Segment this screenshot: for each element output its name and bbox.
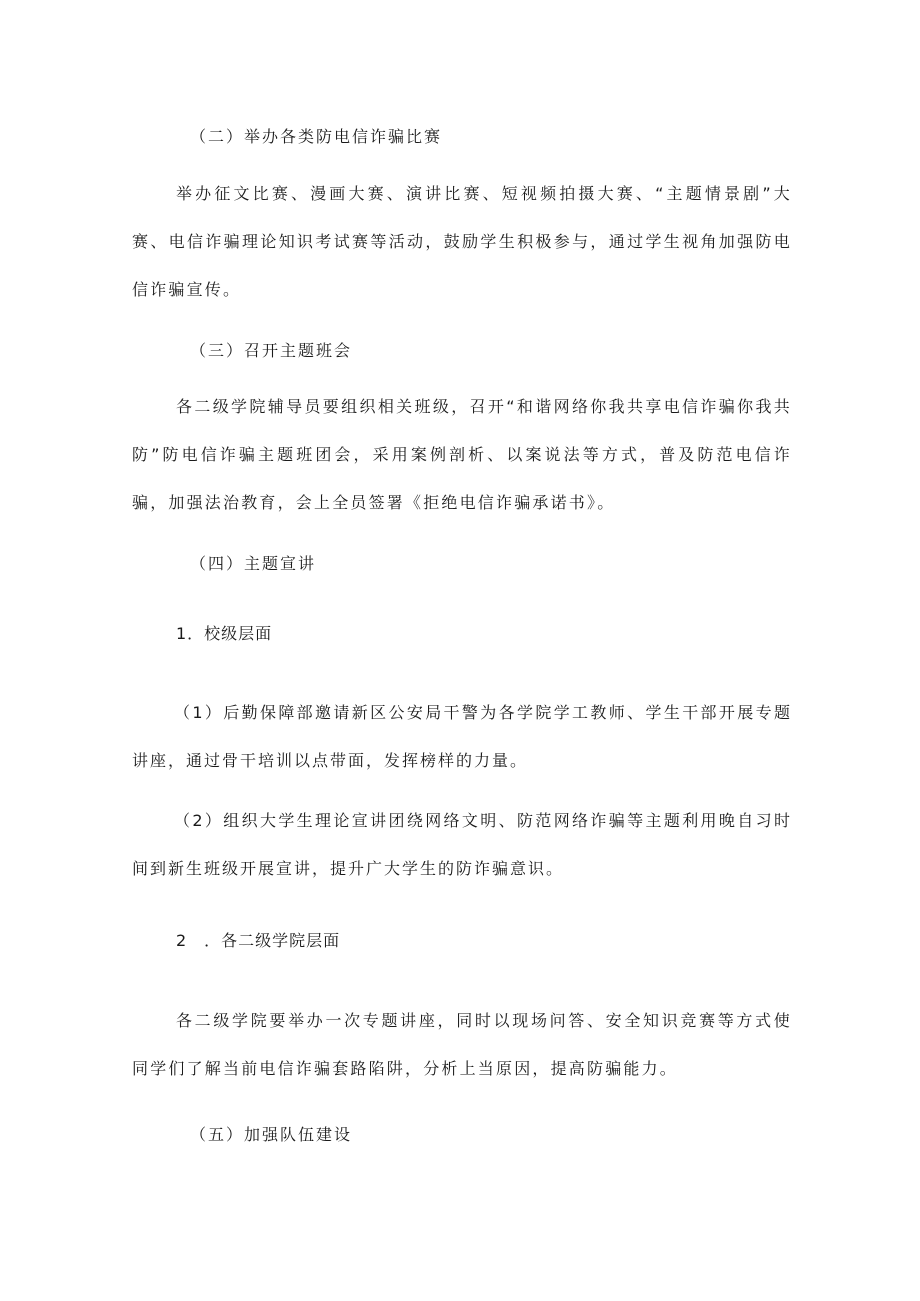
subheading-college-level: 2 ．各二级学院层面 bbox=[176, 931, 341, 950]
section-heading-class-meeting: （三）召开主题班会 bbox=[190, 341, 353, 360]
list-item-school-level-2: （2）组织大学生理论宣讲团绕网络文明、防范网络诈骗等主题利用晚自习时间到新生班级开展宣讲，提升广大学生的防诈骗意识。 bbox=[132, 811, 792, 878]
subheading-school-level: 1．校级层面 bbox=[176, 624, 273, 643]
section-heading-team-building: （五）加强队伍建设 bbox=[190, 1125, 353, 1144]
section-body-class-meeting: 各二级学院辅导员要组织相关班级，召开“和谐网络你我共享电信诈骗你我共防”防电信诈骗主题班团会，采用案例剖析、以案说法等方式，普及防范电信诈骗，加强法治教育，会上全员签署《拒绝电信诈骗承诺书》。 bbox=[132, 397, 792, 512]
section-body-college-level: 各二级学院要举办一次专题讲座，同时以现场问答、安全知识竞赛等方式使同学们了解当前电信诈骗套路陷阱，分析上当原因，提高防骗能力。 bbox=[132, 1011, 792, 1078]
section-heading-competitions: （二）举办各类防电信诈骗比赛 bbox=[190, 127, 443, 146]
list-item-school-level-1: （1）后勤保障部邀请新区公安局干警为各学院学工教师、学生干部开展专题讲座，通过骨干培训以点带面，发挥榜样的力量。 bbox=[132, 703, 792, 770]
section-heading-lectures: （四）主题宣讲 bbox=[190, 554, 317, 573]
section-body-competitions: 举办征文比赛、漫画大赛、演讲比赛、短视频拍摄大赛、“主题情景剧”大赛、电信诈骗理论知识考试赛等活动，鼓励学生积极参与，通过学生视角加强防电信诈骗宣传。 bbox=[132, 184, 792, 299]
